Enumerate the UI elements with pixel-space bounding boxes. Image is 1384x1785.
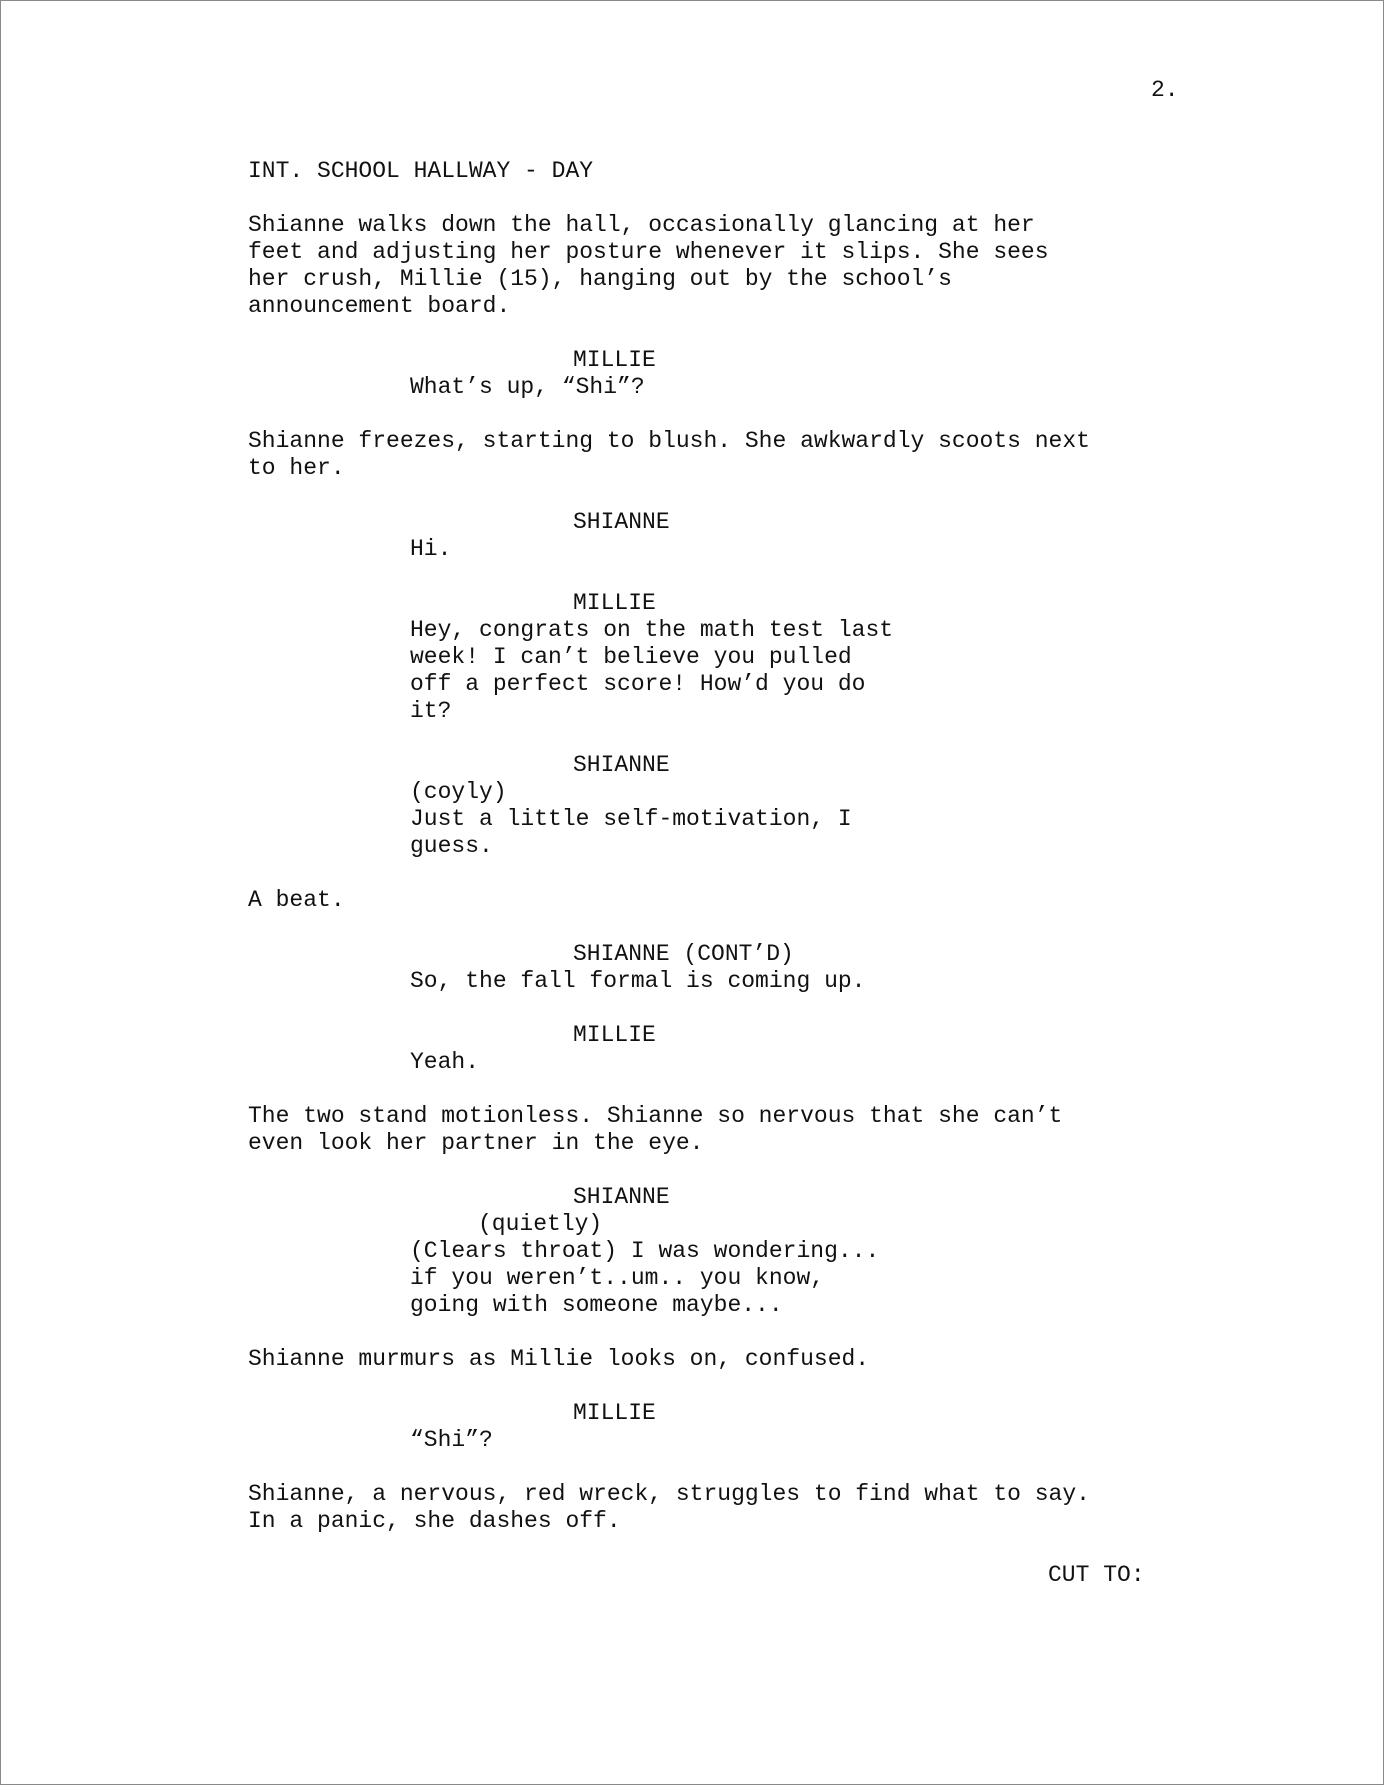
action-line: In a panic, she dashes off.: [248, 1508, 621, 1534]
page-number: 2.: [1151, 77, 1179, 103]
action-line: Shianne, a nervous, red wreck, struggles to find what to say.: [248, 1481, 1090, 1507]
dialogue-line: it?: [410, 698, 452, 724]
dialogue-line: What’s up, “Shi”?: [410, 374, 645, 400]
dialogue-line: guess.: [410, 833, 493, 859]
blank-line: [248, 1454, 1238, 1481]
blank-line: [248, 860, 1238, 887]
parenthetical: (coyly): [410, 779, 507, 805]
action-line: her crush, Millie (15), hanging out by the school’s: [248, 266, 952, 292]
blank-line: [248, 1373, 1238, 1400]
character-cue: SHIANNE: [573, 509, 670, 535]
blank-line: [248, 725, 1238, 752]
character-cue: SHIANNE: [573, 1184, 670, 1210]
blank-line: [248, 320, 1238, 347]
action-line: announcement board.: [248, 293, 511, 319]
character-cue: MILLIE: [573, 347, 656, 373]
dialogue-line: if you weren’t..um.. you know,: [410, 1265, 825, 1291]
action-line: Shianne walks down the hall, occasionally glancing at her: [248, 212, 1035, 238]
dialogue-line: Yeah.: [410, 1049, 480, 1075]
blank-line: [248, 914, 1238, 941]
blank-line: [248, 995, 1238, 1022]
character-cue: SHIANNE (CONT’D): [573, 941, 794, 967]
action-line: even look her partner in the eye.: [248, 1130, 704, 1156]
character-cue: MILLIE: [573, 1400, 656, 1426]
parenthetical: (quietly): [478, 1211, 603, 1237]
character-cue: MILLIE: [573, 590, 656, 616]
script-body: [248, 158, 1238, 1589]
dialogue-line: week! I can’t believe you pulled: [410, 644, 852, 670]
character-cue: SHIANNE: [573, 752, 670, 778]
blank-line: [248, 1319, 1238, 1346]
character-cue: MILLIE: [573, 1022, 656, 1048]
action-line: feet and adjusting her posture whenever it slips. She sees: [248, 239, 1049, 265]
blank-line: [248, 1076, 1238, 1103]
dialogue-line: going with someone maybe...: [410, 1292, 783, 1318]
blank-line: [248, 563, 1238, 590]
action-line: A beat.: [248, 887, 345, 913]
action-line: Shianne freezes, starting to blush. She awkwardly scoots next: [248, 428, 1090, 454]
dialogue-line: Just a little self-motivation, I: [410, 806, 852, 832]
blank-line: [248, 482, 1238, 509]
dialogue-line: “Shi”?: [410, 1427, 493, 1453]
dialogue-line: Hi.: [410, 536, 452, 562]
blank-line: [248, 401, 1238, 428]
action-line: The two stand motionless. Shianne so nervous that she can’t: [248, 1103, 1063, 1129]
dialogue-line: So, the fall formal is coming up.: [410, 968, 866, 994]
blank-line: [248, 1157, 1238, 1184]
scene-heading: INT. SCHOOL HALLWAY - DAY: [248, 158, 594, 184]
blank-line: [248, 185, 1238, 212]
blank-line: [248, 1535, 1238, 1562]
action-line: Shianne murmurs as Millie looks on, confused.: [248, 1346, 870, 1372]
dialogue-line: (Clears throat) I was wondering...: [410, 1238, 880, 1264]
action-line: to her.: [248, 455, 345, 481]
dialogue-line: Hey, congrats on the math test last: [410, 617, 894, 643]
transition: CUT TO:: [1048, 1562, 1145, 1588]
dialogue-line: off a perfect score! How’d you do: [410, 671, 866, 697]
